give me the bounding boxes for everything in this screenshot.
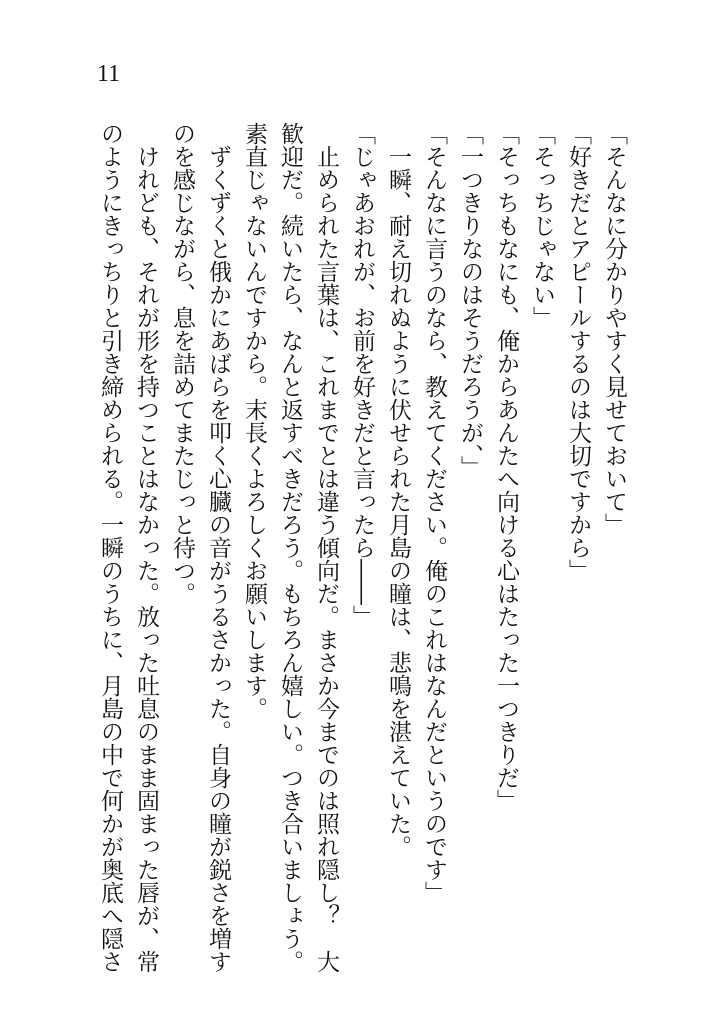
page-number: 11 <box>97 61 121 87</box>
text-line: 「そっちもなにも、俺からあんたへ向ける心はたった一つきりだ」 <box>493 122 519 812</box>
text-line: のを感じながら、息を詰めてまたじっと待つ。 <box>169 122 195 605</box>
text-line: ずくずくと俄かにあばらを叩く心臓の音がうるさかった。自身の瞳が鋭さを増す <box>205 122 231 973</box>
text-line: 「そっちじゃない」 <box>529 122 555 329</box>
text-line: 歓迎だ。続いたら、なんと返すべきだろう。もちろん嬉しい。つき合いましょう。 <box>277 122 303 973</box>
text-line: 「そんなに言うのなら、教えてください。俺のこれはなんだというのです」 <box>421 122 447 904</box>
text-line: 「一つきりなのはそうだろうが、」 <box>457 122 483 479</box>
text-line: けれども、それが形を持つことはなかった。放った吐息のまま固まった唇が、常 <box>133 122 159 973</box>
text-line: 一瞬、耐え切れぬように伏せられた月島の瞳は、悲鳴を湛えていた。 <box>385 122 411 858</box>
text-line: 「そんなに分かりやすく見せておいて」 <box>601 122 627 536</box>
text-line: のようにきっちりと引き締められる。一瞬のうちに、月島の中で何かが奥底へ隠さ <box>97 122 123 973</box>
text-line: 止められた言葉は、これまでとは違う傾向だ。まさか今までのは照れ隠し？ 大 <box>313 122 339 973</box>
text-line: 「好きだとアピールするのは大切ですから」 <box>565 122 591 582</box>
body-text <box>72 122 632 1002</box>
text-line: 「じゃあおれが、お前を好きだと言ったら――」 <box>349 122 375 628</box>
text-line: 素直じゃないんですから。末長くよろしくお願いします。 <box>241 122 267 720</box>
